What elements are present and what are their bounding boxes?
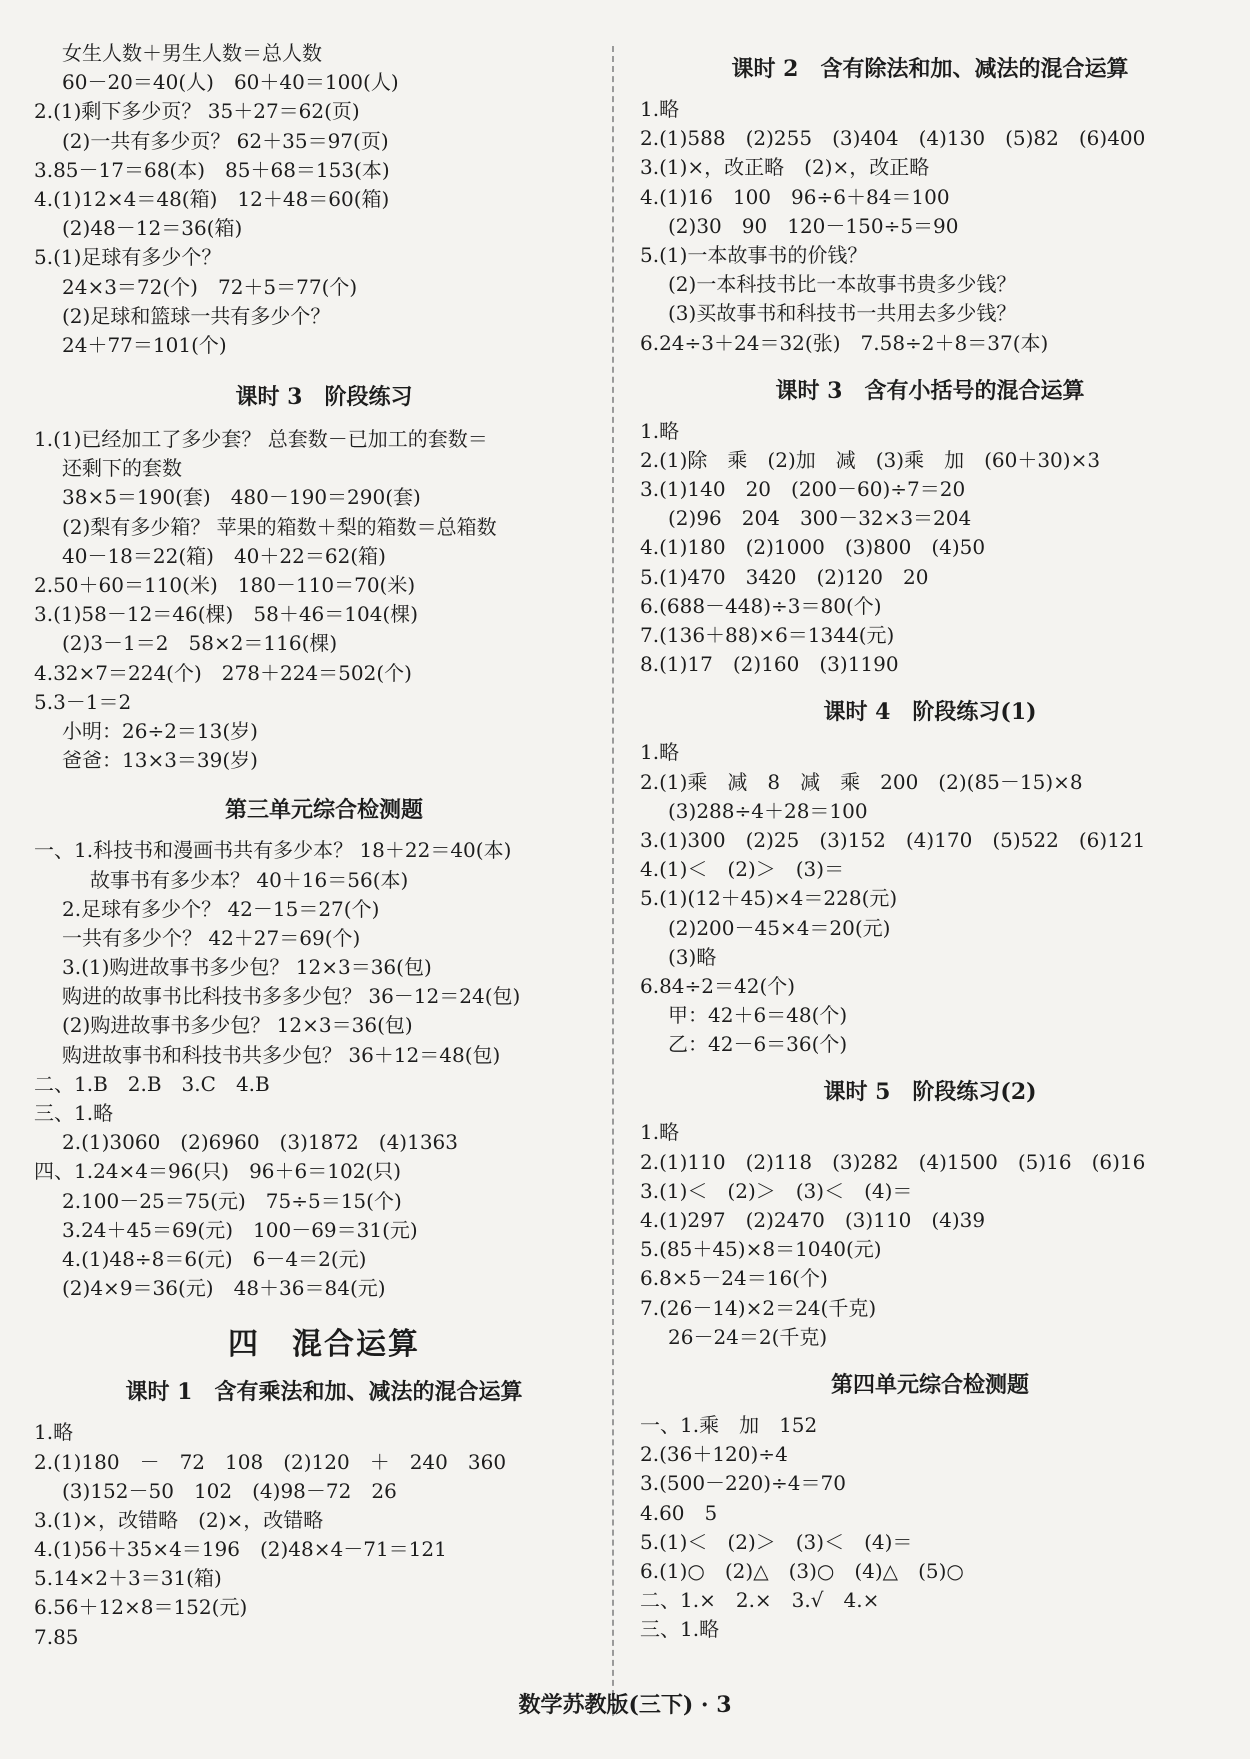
answer-line: (2)200－45×4＝20(元) bbox=[668, 915, 891, 940]
answer-line: 2.(1)180 － 72 108 (2)120 ＋ 240 360 bbox=[34, 1449, 507, 1474]
unit-heading: 四 混合运算 bbox=[228, 1327, 420, 1363]
answer-line: 5.(1)(12＋45)×4＝228(元) bbox=[640, 886, 898, 911]
answer-line: 24＋77＝101(个) bbox=[62, 332, 227, 357]
answer-line: 爸爸：13×3＝39(岁) bbox=[62, 748, 258, 773]
answer-line: 5.(1)一本故事书的价钱？ bbox=[640, 242, 868, 267]
answer-line: 1.略 bbox=[34, 1420, 74, 1445]
answer-line: (2)一本科技书比一本故事书贵多少钱？ bbox=[668, 272, 1017, 297]
answer-line: 6.56＋12×8＝152(元) bbox=[34, 1595, 248, 1620]
answer-line: 2.(1)乘 减 8 减 乘 200 (2)(85－15)×8 bbox=[640, 769, 1083, 794]
answer-line: (2)购进故事书多少包？ 12×3＝36(包) bbox=[62, 1013, 413, 1038]
answer-line: 6.(1)○ (2)△ (3)○ (4)△ (5)○ bbox=[640, 1558, 964, 1583]
answer-line: 26－24＝2(千克) bbox=[668, 1324, 828, 1349]
answer-line: 4.60 5 bbox=[640, 1500, 718, 1525]
section-heading: 课时 2 含有除法和加、减法的混合运算 bbox=[731, 56, 1129, 82]
answer-line: 3.(1)×，改正略 (2)×，改正略 bbox=[640, 155, 930, 180]
section-heading: 课时 4 阶段练习(1) bbox=[823, 699, 1037, 726]
answer-line: 3.(1)＜ (2)＞ (3)＜ (4)＝ bbox=[640, 1178, 913, 1203]
answer-line: 一、1.科技书和漫画书共有多少本？ 18＋22＝40(本) bbox=[34, 838, 512, 863]
answer-line: 1.略 bbox=[640, 418, 680, 443]
answer-line: 2.(1)除 乘 (2)加 减 (3)乘 加 (60＋30)×3 bbox=[640, 447, 1101, 472]
answer-line: 6.24÷3＋24＝32(张) 7.58÷2＋8＝37(本) bbox=[640, 330, 1049, 355]
answer-line: (2)96 204 300－32×3＝204 bbox=[668, 506, 972, 531]
answer-line: 3.85－17＝68(本) 85＋68＝153(本) bbox=[34, 157, 390, 182]
answer-line: 小明：26÷2＝13(岁) bbox=[62, 718, 258, 743]
answer-line: 三、1.略 bbox=[34, 1101, 114, 1125]
answer-line: 故事书有多少本？ 40＋16＝56(本) bbox=[90, 867, 409, 892]
answer-line: 女生人数＋男生人数＝总人数 bbox=[62, 41, 322, 65]
answer-line: 4.(1)16 100 96÷6＋84＝100 bbox=[640, 184, 950, 209]
answer-line: (2)3－1＝2 58×2＝116(棵) bbox=[62, 631, 338, 656]
section-heading: 课时 5 阶段练习(2) bbox=[823, 1079, 1037, 1106]
answer-line: 2.(1)3060 (2)6960 (3)1872 (4)1363 bbox=[62, 1130, 458, 1155]
left-column bbox=[34, 34, 614, 1652]
answer-line: 一共有多少个？ 42＋27＝69(个) bbox=[62, 925, 361, 950]
answer-line: (3)288÷4＋28＝100 bbox=[668, 798, 868, 823]
answer-line: 6.(688－448)÷3＝80(个) bbox=[640, 593, 882, 618]
answer-line: 5.(85＋45)×8＝1040(元) bbox=[640, 1237, 882, 1262]
answer-line: 2.(1)110 (2)118 (3)282 (4)1500 (5)16 (6)16 bbox=[640, 1149, 1146, 1174]
answer-line: (3)买故事书和科技书一共用去多少钱？ bbox=[668, 301, 1017, 326]
answer-line: 4.(1)12×4＝48(箱) 12＋48＝60(箱) bbox=[34, 186, 390, 211]
answer-line: (3)152－50 102 (4)98－72 26 bbox=[62, 1478, 397, 1503]
answer-line: (2)足球和篮球一共有多少个？ bbox=[62, 303, 331, 328]
answer-line: (2)4×9＝36(元) 48＋36＝84(元) bbox=[62, 1276, 386, 1301]
answer-line: 购进故事书和科技书共多少包？ 36＋12＝48(包) bbox=[62, 1042, 501, 1067]
answer-line: 2.(1)剩下多少页？ 35＋27＝62(页) bbox=[34, 99, 360, 124]
answer-line: 7.85 bbox=[34, 1624, 79, 1649]
answer-line: 7.(136＋88)×6＝1344(元) bbox=[640, 623, 895, 647]
page-footer: 数学苏教版(三下) · 3 bbox=[518, 1692, 732, 1718]
answer-line: 3.(1)58－12＝46(棵) 58＋46＝104(棵) bbox=[34, 602, 419, 627]
answer-line: 四、1.24×4＝96(只) 96＋6＝102(只) bbox=[34, 1159, 402, 1184]
column-divider bbox=[612, 46, 614, 1716]
answer-line: 1.略 bbox=[640, 97, 680, 121]
answer-line: (2)一共有多少页？ 62＋35＝97(页) bbox=[62, 128, 389, 153]
answer-line: 一、1.乘 加 152 bbox=[640, 1412, 818, 1437]
answer-line: 5.(1)470 3420 (2)120 20 bbox=[640, 564, 929, 589]
answer-line: (3)略 bbox=[668, 944, 717, 969]
answer-line: 2.(36＋120)÷4 bbox=[640, 1442, 788, 1467]
answer-line: (2)30 90 120－150÷5＝90 bbox=[668, 213, 959, 238]
answer-line: 24×3＝72(个) 72＋5＝77(个) bbox=[62, 274, 358, 299]
section-heading: 第四单元综合检测题 bbox=[830, 1371, 1029, 1398]
answer-line: 乙：42－6＝36(个) bbox=[668, 1032, 848, 1057]
answer-line: 40－18＝22(箱) 40＋22＝62(箱) bbox=[62, 543, 386, 568]
answer-line: 4.(1)180 (2)1000 (3)800 (4)50 bbox=[640, 535, 986, 560]
answer-line: 3.(1)购进故事书多少包？ 12×3＝36(包) bbox=[62, 955, 432, 980]
answer-line: (2)梨有多少箱？ 苹果的箱数＋梨的箱数＝总箱数 bbox=[62, 514, 497, 539]
answer-line: (2)48－12＝36(箱) bbox=[62, 216, 243, 241]
answer-line: 5.(1)足球有多少个？ bbox=[34, 245, 222, 270]
answer-line: 甲：42＋6＝48(个) bbox=[668, 1003, 848, 1028]
answer-line: 8.(1)17 (2)160 (3)1190 bbox=[640, 652, 899, 677]
answer-line: 2.100－25＝75(元) 75÷5＝15(个) bbox=[62, 1188, 402, 1213]
answer-line: 6.8×5－24＝16(个) bbox=[640, 1266, 828, 1291]
answer-line: 5.3－1＝2 bbox=[34, 689, 132, 714]
answer-line: 60－20＝40(人) 60＋40＝100(人) bbox=[62, 70, 399, 95]
section-heading: 第三单元综合检测题 bbox=[224, 797, 423, 824]
answer-line: 1.(1)已经加工了多少套？ 总套数－已加工的套数＝ bbox=[34, 427, 488, 452]
answer-line: 购进的故事书比科技书多多少包？ 36－12＝24(包) bbox=[62, 984, 521, 1009]
answer-line: 2.(1)588 (2)255 (3)404 (4)130 (5)82 (6)400 bbox=[640, 126, 1146, 151]
answer-line: 3.(1)×，改错略 (2)×，改错略 bbox=[34, 1507, 324, 1532]
answer-line: 6.84÷2＝42(个) bbox=[640, 973, 796, 998]
answer-line: 还剩下的套数 bbox=[62, 456, 182, 481]
answer-line: 7.(26－14)×2＝24(千克) bbox=[640, 1295, 877, 1320]
answer-line: 5.14×2＋3＝31(箱) bbox=[34, 1566, 222, 1591]
answer-line: 4.(1)56＋35×4＝196 (2)48×4－71＝121 bbox=[34, 1537, 447, 1562]
answer-line: 2.足球有多少个？ 42－15＝27(个) bbox=[62, 896, 380, 921]
answer-line: 5.(1)＜ (2)＞ (3)＜ (4)＝ bbox=[640, 1529, 913, 1554]
answer-line: 二、1.× 2.× 3.√ 4.× bbox=[640, 1588, 880, 1613]
answer-line: 4.(1)＜ (2)＞ (3)＝ bbox=[640, 857, 845, 882]
right-column bbox=[640, 34, 1220, 1644]
answer-line: 1.略 bbox=[640, 740, 680, 765]
answer-line: 4.(1)48÷8＝6(元) 6－4＝2(元) bbox=[62, 1246, 367, 1271]
answer-line: 二、1.B 2.B 3.C 4.B bbox=[34, 1071, 270, 1096]
answer-line: 4.32×7＝224(个) 278＋224＝502(个) bbox=[34, 660, 412, 685]
answer-line: 1.略 bbox=[640, 1120, 680, 1145]
answer-line: 3.24＋45＝69(元) 100－69＝31(元) bbox=[62, 1217, 418, 1242]
section-heading: 课时 3 阶段练习 bbox=[235, 384, 413, 411]
answer-line: 4.(1)297 (2)2470 (3)110 (4)39 bbox=[640, 1208, 986, 1232]
answer-line: 3.(1)140 20 (200－60)÷7＝20 bbox=[640, 477, 966, 502]
section-heading: 课时 3 含有小括号的混合运算 bbox=[775, 377, 1085, 404]
answer-line: 三、1.略 bbox=[640, 1617, 720, 1642]
section-heading: 课时 1 含有乘法和加、减法的混合运算 bbox=[125, 1379, 523, 1406]
answer-line: 3.(1)300 (2)25 (3)152 (4)170 (5)522 (6)121 bbox=[640, 827, 1146, 852]
answer-line: 2.50＋60＝110(米) 180－110＝70(米) bbox=[34, 573, 416, 597]
answer-line: 3.(500－220)÷4＝70 bbox=[640, 1471, 846, 1496]
answer-line: 38×5＝190(套) 480－190＝290(套) bbox=[62, 485, 421, 510]
